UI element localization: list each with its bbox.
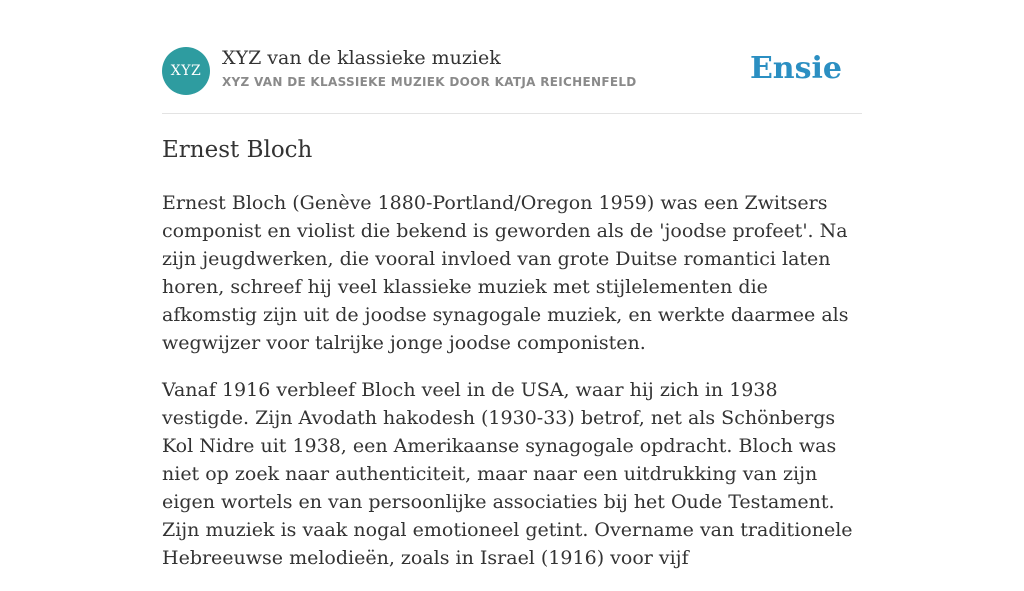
ensie-logo[interactable]: Ensie: [749, 51, 842, 86]
article-title: Ernest Bloch: [162, 137, 313, 163]
article-paragraph: Ernest Bloch (Genève 1880-Portland/Oregon 1959) was een Zwitsers componist en violist die bekend is geworden als de 'joodse profeet'. Na zijn jeugdwerken, die vooral invloed van grote Duitse romantici laten horen, schreef hij veel klassieke muziek met stijlelementen die afkomstig zijn uit de joodse synagogale muziek, en werkte daarmee als wegwijzer voor talrijke jonge joodse componisten.: [162, 192, 849, 354]
header-divider: [162, 113, 862, 114]
article-paragraph: Vanaf 1916 verbleef Bloch veel in de USA, waar hij zich in 1938 vestigde. Zijn Avodath hakodesh (1930-33) betrof, net als Schönbergs Kol Nidre uit 1938, een Amerikaanse synagogale opdracht. Bloch was niet op zoek naar authenticiteit, maar naar een uitdrukking van zijn eigen wortels en van persoonlijke associaties bij het Oude Testament. Zijn muziek is vaak nogal emotioneel getint. Overname van traditionele Hebreeuwse melodieën, zoals in Israel (1916) voor vijf: [162, 379, 853, 569]
source-header: [162, 47, 862, 95]
source-subtitle[interactable]: XYZ VAN DE KLASSIEKE MUZIEK DOOR KATJA REICHENFELD: [222, 75, 637, 89]
article-body: [162, 189, 864, 591]
source-title[interactable]: XYZ van de klassieke muziek: [222, 47, 501, 69]
source-avatar[interactable]: XYZ: [162, 47, 210, 95]
